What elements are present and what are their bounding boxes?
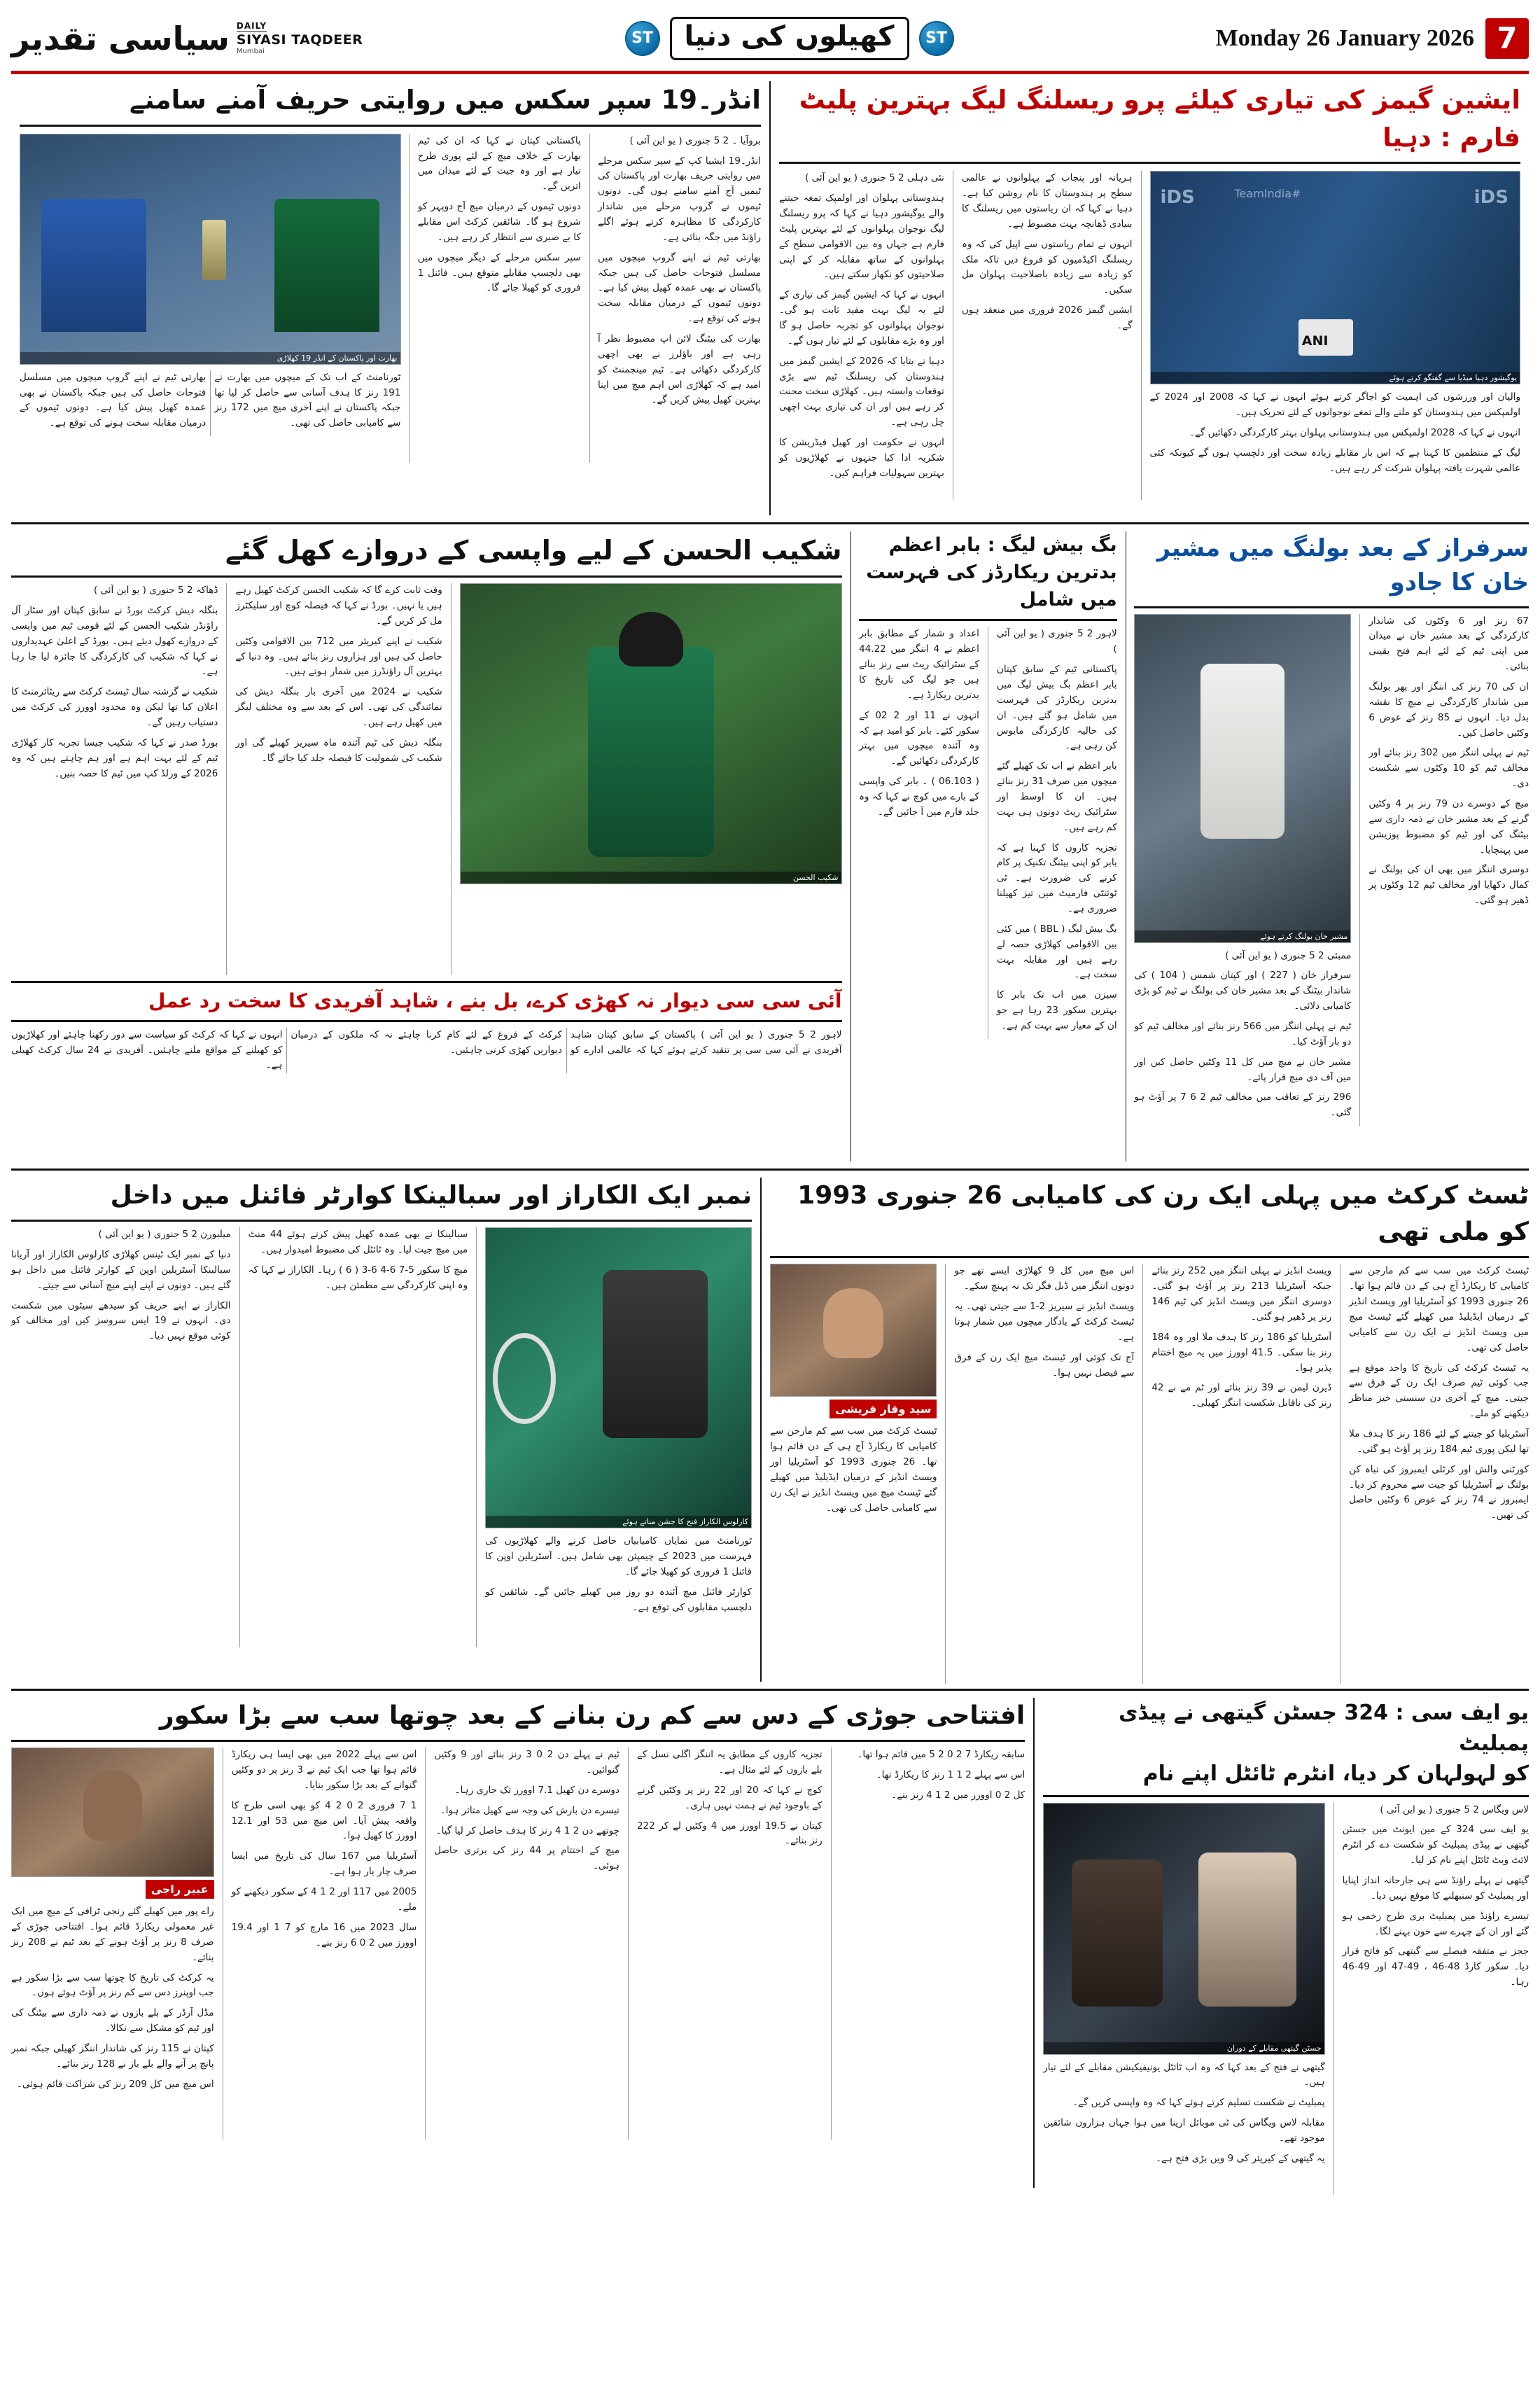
under19-body-p: انڈر۔19 ایشیا کپ کے سپر سکس مرحلے میں روایتی حریف بھارت اور پاکستان کی ٹیمیں آج آمنے سامنے ہوں گی۔ دونوں ٹیموں نے گروپ مرحلے میں شاندار کارکردگی کا مظاہرہ کرتے ہوئے اگلے راؤنڈ میں جگہ بنائی ہے۔	[598, 155, 761, 243]
ufc-body-p: گیتھی نے فتح کے بعد کہا کہ وہ اب ٹائٹل یونیفیکیشن مقابلے کے لئے تیار ہیں۔	[1043, 2061, 1325, 2088]
openingpair-body-p: اس سے پہلے 2 1 1 رنز کا ریکارڈ تھا۔	[876, 1769, 1026, 1781]
byline-abeer: عبیر راجی	[146, 1880, 214, 1899]
ufc-column-1	[1343, 1803, 1529, 2195]
openingpair-body-p: دوسرے دن کھیل 7.1 اوورز تک جاری رہا۔	[454, 1784, 620, 1796]
logo-english-stack	[237, 21, 363, 55]
onerun-body-p: ٹیسٹ کرکٹ میں سب سے کم مارجن سے کامیابی کا ریکارڈ آج ہی کے دن قائم ہوا تھا۔ 26 جنوری 1993 کو آسٹریلیا اور ویسٹ انڈیز کے درمیان ایڈیلیڈ میں کھیلے گئے ٹیسٹ میچ میں ویسٹ انڈیز نے ایک رن سے کامیابی حاصل کی تھی۔	[770, 1425, 937, 1514]
page-number-badge: 7	[1485, 18, 1529, 59]
ufc-body-p: مقابلہ لاس ویگاس کی ٹی موبائل ارینا میں ہوا جہاں ہزاروں شائقین موجود تھے۔	[1043, 2117, 1325, 2144]
article-ufc	[1043, 1698, 1529, 2188]
onerun-column-3	[954, 1264, 1134, 1684]
mushir-photo-caption: مشیر خان بولنگ کرتے ہوئے	[1135, 930, 1350, 942]
tennis-photo	[485, 1227, 752, 1528]
masthead-logo	[11, 21, 363, 55]
shakib-column-2	[235, 583, 442, 975]
openingpair-column-2	[232, 1747, 417, 2140]
shakib-body-p: بنگلہ دیش کرکٹ بورڈ نے سابق کپتان اور سٹار آل راؤنڈر شکیب الحسن کے لئے قومی ٹیم میں واپسی کے دروازے کھول دیئے ہیں۔ بورڈ کے اعلیٰ عہدیداروں نے کہا کہ شکیب کی کارکردگی کا جائزہ لیا جا رہا ہے۔	[11, 604, 218, 678]
under19-body-p: دونوں ٹیموں کے درمیان میچ آج دوپہر کو شروع ہو گا۔ شائقین کرکٹ اس مقابلے کا بے صبری سے انتظار کر رہے ہیں۔	[417, 201, 581, 243]
article-under19-headline: انڈر۔19 سپر سکس میں روایتی حریف آمنے سامنے	[129, 85, 761, 115]
babar-body-p: اعداد و شمار کے مطابق بابر اعظم نے 4 اننگز میں 44.22 کے سٹرائیک ریٹ سے رنز بنائے ہیں جو لیگ کی تاریخ کا بدترین ریکارڈ ہے۔	[859, 628, 979, 701]
under19-photo-caption: بھارت اور پاکستان کے انڈر 19 کھلاڑی	[20, 352, 400, 364]
onerun-body-p: آسٹریلیا کو جیتنے کے لئے 186 رنز کا ہدف ملا تھا لیکن پوری ٹیم 184 رنز پر آؤٹ ہو گئی۔	[1349, 1428, 1529, 1455]
ufc-photo-caption: جسٹن گیتھی مقابلے کے دوران	[1044, 2042, 1324, 2054]
article-mushir	[1134, 531, 1529, 1161]
babar-body-p: بگ بیش لیگ ( BBL ) میں کئی بین الاقوامی کھلاڑی حصہ لے رہے ہیں اور مقابلہ بہت سخت ہے۔	[996, 923, 1117, 981]
article-tennis	[11, 1178, 752, 1682]
ufc-headline-line2: کو لہولہان کر دیا، انٹرم ٹائٹل اپنے نام	[1142, 1761, 1529, 1786]
openingpair-body-p: تجزیہ کاروں کے مطابق یہ اننگز اگلی نسل کے بلے بازوں کے لئے مثال ہے۔	[636, 1749, 822, 1776]
article-afridi-headline: آئی سی سی دیوار نہ کھڑی کرے، بل بنے ، شاہد آفریدی کا سخت رد عمل	[148, 989, 842, 1013]
section-two	[11, 531, 1529, 1161]
article-tennis-headline	[11, 1178, 752, 1214]
onerun-column-1	[1349, 1264, 1529, 1684]
section-title-urdu: کھیلوں کی دنیا	[670, 17, 909, 60]
logo-city: Mumbai	[236, 48, 265, 55]
mushir-body-p: دوسری اننگز میں بھی ان کی بولنگ نے کمال دکھایا اور مخالف ٹیم 12 وکٹوں پر ڈھیر ہو گئی۔	[1368, 864, 1529, 907]
mushir-body-p: مشیر خان نے میچ میں کل 11 وکٹیں حاصل کیں اور مین آف دی میچ قرار پائے۔	[1134, 1056, 1352, 1083]
dahiya-body-p: ایشین گیمز 2026 فروری میں منعقد ہوں گے۔	[961, 305, 1133, 332]
divider-after-section2	[11, 1168, 1529, 1171]
openingpair-body-p: اس سے پہلے 2022 میں بھی ایسا ہی ریکارڈ قائم ہوا تھا جب ایک ٹیم نے 3 رنز پر دو وکٹیں گنوانے کے بعد بڑا سکور بنایا۔	[231, 1749, 417, 1791]
tennis-body-p: کوارٹر فائنل میچ آئندہ دو روز میں کھیلے جائیں گے۔ شائقین کو دلچسپ مقابلوں کی توقع ہے۔	[485, 1586, 752, 1613]
under19-body-p: سپر سکس مرحلے کے دیگر میچوں میں بھی دلچسپ مقابلے متوقع ہیں۔ فائنل 1 فروری کو کھیلا جائے گا۔	[417, 251, 581, 294]
tennis-body-p: الکاراز نے اپنے حریف کو سیدھے سیٹوں میں شکست دی۔ انہوں نے 19 ایس سروسز کیں اور مخالف کو کوئی موقع نہیں دیا۔	[11, 1299, 231, 1342]
shakib-body-p: بورڈ صدر نے کہا کہ شکیب جیسا تجربہ کار کھلاڑی ٹیم کے لئے بہت اہم ہے اور ہم چاہتے ہیں کہ وہ 2026 کے ورلڈ کپ میں ٹیم کا حصہ بنیں۔	[11, 737, 218, 779]
article-babar-headline: بگ بیش لیگ : بابر اعظم بدترین ریکارڈز کی فہرست میں شامل	[866, 534, 1117, 611]
ufc-body-p: یو ایف سی 324 کے مین ایونٹ میں جسٹن گیتھی نے پیڈی پمبلیٹ کو شکست دے کر انٹرم لائٹ ویٹ ٹائٹل اپنے نام کر لیا۔	[1342, 1824, 1529, 1867]
issue-date: Monday 26 January 2026	[1215, 25, 1474, 51]
dahiya-body-p: نئی دہلی 2 5 جنوری ( یو این آئی )	[805, 172, 944, 184]
dahiya-body-p: لیگ کے منتظمین کا کہنا ہے کہ اس بار مقابلے زیادہ سخت اور دلچسپ ہوں گے کیونکہ کئی عالمی شہرت یافتہ پہلوان شرکت کر رہے ہیں۔	[1149, 447, 1520, 474]
onerun-body-p: آج تک کوئی اور ٹیسٹ میچ ایک رن کے فرق سے فیصل نہیں ہوا۔	[954, 1351, 1135, 1379]
openingpair-body-p: یہ کرکٹ کی تاریخ کا چوتھا سب سے بڑا سکور ہے جب اوپنرز دس سے کم رنز پر آؤٹ ہوئے ہوں۔	[10, 1972, 214, 1999]
ufc-body-p: گیتھی نے پہلے راؤنڈ سے ہی جارحانہ انداز اپنایا اور پمبلیٹ کو سنبھلنے کا موقع نہیں دیا۔	[1342, 1874, 1529, 1902]
dahiya-column-3	[962, 171, 1133, 500]
dahiya-body-p: انہوں نے حکومت اور کھیل فیڈریشن کا شکریہ ادا کیا جنہوں نے کھلاڑیوں کو بہترین سہولیات فراہم کیں۔	[779, 437, 944, 479]
mushir-column-1	[1368, 614, 1529, 1126]
onerun-body-p: کورٹنی والش اور کرٹلی ایمبروز کی تباہ کن بولنگ نے آسٹریلیا کو جیت سے محروم کر دیا۔ ایمبروز نے 74 رنز کے عوض 6 وکٹیں حاصل کی تھیں۔	[1349, 1463, 1529, 1521]
masthead-date-block	[1216, 18, 1529, 59]
openingpair-column-3	[434, 1747, 620, 2140]
onerun-body-p: ویسٹ انڈیز نے پہلی اننگز میں 252 رنز بنائے جبکہ آسٹریلیا 213 رنز پر آؤٹ ہو گئی۔ دوسری اننگز میں ویسٹ انڈیز کی ٹیم 146 رنز پر ڈھیر ہو گئی۔	[1152, 1265, 1332, 1323]
dahiya-body-p: انہوں نے کہا کہ 2028 اولمپکس میں ہندوستانی پہلوان بہتر کارکردگی دکھائیں گے۔	[1189, 427, 1520, 438]
babar-body-p: لاہور 2 5 جنوری ( یو این آئی )	[996, 628, 1117, 655]
logo-daily-label: DAILY	[236, 21, 267, 31]
logo-urdu-text: سیاسی تقدیر	[11, 19, 230, 57]
section-top	[11, 81, 1529, 515]
divider-after-section1	[11, 522, 1529, 524]
under19-body-p: ٹورنامنٹ کے اب تک کے میچوں میں بھارت نے 191 رنز کا ہدف آسانی سے حاصل کر لیا تھا جبکہ پاکستان نے اپنے آخری میچ میں 172 رنز سے کامیابی حاصل کی تھی۔	[214, 371, 401, 429]
mushir-body-p: ٹیم نے پہلی اننگز میں 302 رنز بنائے اور مخالف ٹیم کو 10 وکٹوں سے شکست دی۔	[1368, 747, 1529, 790]
tennis-photo-caption: کارلوس الکاراز فتح کا جشن مناتے ہوئے	[486, 1516, 751, 1528]
openingpair-body-p: کوچ نے کہا کہ 20 اور 22 رنز پر وکٹیں گرنے کے باوجود ٹیم نے ہمت نہیں ہاری۔	[636, 1784, 822, 1811]
tennis-body-p: دنیا کے نمبر ایک ٹینس کھلاڑی کارلوس الکاراز اور آریانا سبالینکا آسٹریلین اوپن کے کوارٹر فائنل میں داخل ہو گئے ہیں۔ دونوں نے اپنے اپنے میچ آسانی سے جیتے۔	[11, 1249, 231, 1291]
shakib-body-p: ڈھاکہ 2 5 جنوری ( یو این آئی )	[93, 585, 218, 596]
mushir-body-p: 67 رنز اور 6 وکٹوں کی شاندار کارکردگی کے بعد مشیر خان نے میدان میں اپنی ٹیم کے لئے اہم فتح یقینی بنائی۔	[1368, 615, 1530, 673]
mushir-body-p: 296 رنز کے تعاقب میں مخالف ٹیم 2 6 7 پر آؤٹ ہو گئی۔	[1134, 1091, 1352, 1119]
article-onerun	[770, 1178, 1529, 1682]
openingpair-body-p: ٹیم نے پہلے دن 2 0 3 رنز بنائے اور 9 وکٹیں گنوائیں۔	[434, 1749, 620, 1776]
under19-body-p: بھارتی ٹیم نے اپنے گروپ میچوں میں مسلسل فتوحات حاصل کی ہیں جبکہ پاکستان نے بھی عمدہ کھیل پیش کیا ہے۔ دونوں ٹیموں کے درمیان مقابلہ سخت ہونے کی توقع ہے۔	[598, 251, 761, 325]
babar-body-p: بابر اعظم نے اب تک کھیلے گئے میچوں میں صرف 31 رنز بنائے ہیں۔ ان کا اوسط اور سٹرائیک ریٹ دونوں ہی بہت کم رہے ہیں۔	[996, 760, 1117, 833]
tennis-body-p: میچ کا سکور 5-7 6-4 6-3 ( 6 ) رہا۔ الکاراز نے کہا کہ وہ اپنی کارکردگی سے مطمئن ہیں۔	[248, 1264, 468, 1291]
babar-body-p: پاکستانی ٹیم کے سابق کپتان بابر اعظم بگ بیش لیگ میں بدترین ریکارڈز کی فہرست میں شامل ہو گئے ہیں۔ ان کی حالیہ کارکردگی مایوس کن رہی ہے۔	[996, 664, 1117, 752]
mushir-body-p: ممبئی 2 5 جنوری ( یو این آئی )	[1225, 949, 1352, 961]
article-openingpair	[11, 1698, 1025, 2188]
openingpair-body-p: کل 2 0 اوورز میں 2 1 4 رنز بنے۔	[891, 1789, 1026, 1801]
mushir-body-p: سرفراز خان ( 227 ) اور کپتان شمس ( 104 ) کی شاندار بیٹنگ کے بعد مشیر خان کی بولنگ نے ٹیم کو بڑی کامیابی دلائی۔	[1134, 970, 1352, 1012]
under19-body-p: پاکستانی کپتان نے کہا کہ ان کی ٹیم بھارت کے خلاف میچ کے لئے پوری طرح تیار ہے اور وہ جیت کے لئے میدان میں اتریں گے۔	[417, 134, 581, 193]
dahiya-body-p: ہندوستانی پہلوان اور اولمپک تمغہ جیتنے والے یوگیشور دہیا نے کہا کہ پرو ریسلنگ لیگ نوجوان پہلوانوں کے لئے بہترین پلیٹ فارم ہے جہاں وہ بین الاقوامی سطح کے پہلوانوں کے ساتھ مقابلہ کر کے اپنی صلاحیتوں کو نکھار سکتے ہیں۔	[779, 193, 944, 281]
tennis-body-p: سبالینکا نے بھی عمدہ کھیل پیش کرتے ہوئے 44 منٹ میں میچ جیت لیا۔ وہ ٹائٹل کی مضبوط امیدوار ہیں۔	[248, 1229, 468, 1256]
under19-column-1	[598, 134, 761, 463]
dahiya-photo-caption: یوگیشور دہیا میڈیا سے گفتگو کرتے ہوئے	[1151, 372, 1520, 384]
ufc-body-p: لاس ویگاس 2 5 جنوری ( یو این آئی )	[1380, 1803, 1529, 1815]
ufc-body-p: ججز نے متفقہ فیصلے سے گیتھی کو فاتح قرار دیا۔ سکور کارڈ 48-46 ، 49-47 اور 49-46 رہا۔	[1342, 1946, 1529, 1988]
article-mushir-headline: سرفراز کے بعد بولنگ میں مشیر خان کا جادو	[1156, 534, 1529, 597]
dahiya-column-1	[779, 171, 944, 500]
babar-column-1	[997, 627, 1117, 1038]
mushir-photo	[1134, 614, 1351, 943]
onerun-body-p: اس میچ میں کل 9 کھلاڑی ایسے تھے جو دونوں اننگز میں ڈبل فگر تک نہ پہنچ سکے۔	[954, 1265, 1135, 1292]
openingpair-body-p: کپتان نے 115 رنز کی شاندار اننگز کھیلی جبکہ نمبر پانچ پر آنے والے بلے باز نے 128 رنز بنائے۔	[10, 2043, 214, 2070]
coin-emblem-left-icon: ST	[625, 21, 660, 56]
article-shakib	[11, 531, 842, 1161]
babar-body-p: ( 06.103 ) ۔ بابر کی واپسی کے بارے میں کوچ نے کہا کہ وہ جلد فارم میں آ جائیں گے۔	[859, 776, 979, 818]
writer-photo-waqar	[770, 1264, 937, 1397]
tennis-column-1	[11, 1227, 231, 1647]
onerun-body-p: آسٹریلیا کو 186 رنز کا ہدف ملا اور وہ 184 رنز بنا سکی۔ 41.5 اوورز میں یہ میچ اختتام پذیر ہوا۔	[1152, 1331, 1332, 1374]
masthead-section-title	[625, 17, 954, 60]
onerun-body-p: ویسٹ انڈیز نے سیریز 2-1 سے جیتی تھی۔ یہ ٹیسٹ کرکٹ کے یادگار میچوں میں شمار ہوتا ہے۔	[954, 1301, 1135, 1343]
shakib-photo	[460, 583, 842, 884]
onerun-body-p: یہ ٹیسٹ کرکٹ کی تاریخ کا واحد موقع ہے جب کوئی ٹیم صرف ایک رن کے فرق سے جیتی۔ میچ کے آخری دن سنسنی خیز مناظر دیکھنے کو ملے۔	[1349, 1362, 1529, 1420]
openingpair-body-p: سال 2023 میں 16 مارچ کو 7 1 اور 19.4 اوورز میں 2 0 6 رنز بنے۔	[231, 1921, 417, 1948]
ufc-body-p: تیسرے راؤنڈ میں پمبلیٹ بری طرح زخمی ہو گئے اور ان کے چہرے سے خون بہنے لگا۔	[1342, 1910, 1529, 1937]
onerun-body-p: ٹیسٹ کرکٹ میں سب سے کم مارجن سے کامیابی کا ریکارڈ آج ہی کے دن قائم ہوا تھا۔ 26 جنوری 1993 کو آسٹریلیا اور ویسٹ انڈیز کے درمیان ایڈیلیڈ میں کھیلے گئے ٹیسٹ میچ میں ویسٹ انڈیز نے ایک رن سے کامیابی حاصل کی تھی۔	[1349, 1265, 1529, 1353]
mushir-body-p: ٹیم نے پہلی اننگز میں 566 رنز بنائے اور مخالف ٹیم کو دو بار آؤٹ کیا۔	[1134, 1021, 1352, 1047]
babar-body-p: تجزیہ کاروں کا کہنا ہے کہ بابر کو اپنی بیٹنگ تکنیک پر کام کرنے کی ضرورت ہے۔ ٹی ٹوئنٹی فارمیٹ میں تیز کھیلنا ضروری ہے۔	[996, 842, 1117, 915]
openingpair-body-p: آسٹریلیا میں 167 سال کی تاریخ میں ایسا صرف چار بار ہوا ہے۔	[231, 1850, 417, 1878]
section-four	[11, 1698, 1529, 2188]
dahiya-body-p: والیان اور ورزشوں کی اہمیت کو اجاگر کرتے ہوئے انہوں نے کہا کہ 2008 اور 2024 کے اولمپکس میں ہندوستان کو ملنے والے تمغے نوجوانوں کے لئے تحریک ہیں۔	[1149, 391, 1520, 419]
babar-body-p: انہوں نے 11 اور 2 02 کے سکور کئے۔ بابر کو امید ہے کہ وہ آئندہ میچوں میں بہتر کارکردگی دکھائیں گے۔	[859, 709, 979, 767]
onerun-byline-column	[770, 1264, 937, 1684]
openingpair-headline-text: افتتاحی جوڑی کے دس سے کم رن بنانے کے بعد چوتھا سب سے بڑا سکور	[159, 1701, 1026, 1730]
openingpair-body-p: 2005 میں 117 اور 2 1 4 کے سکور دیکھنے کو ملے۔	[231, 1886, 417, 1913]
openingpair-body-p: 1 7 فروری 2 0 2 4 کو بھی اسی طرح کا واقعہ پیش آیا۔ اس میچ میں 53 اور 12.1 اوورز کا کھیل ہوا۔	[231, 1799, 417, 1842]
openingpair-byline-column	[11, 1747, 214, 2140]
openingpair-body-p: تیسرے دن بارش کی وجہ سے کھیل متاثر ہوا۔	[440, 1804, 620, 1816]
divider-after-section3	[11, 1689, 1529, 1691]
dahiya-body-p: انہوں نے کہا کہ ایشین گیمز کی تیاری کے لئے یہ لیگ بہت مفید ثابت ہو گی۔ نوجوان پہلوانوں کو تجربہ حاصل ہو گا اور وہ بڑے مقابلوں کے لئے تیار ہوں گے۔	[779, 289, 944, 347]
openingpair-column-5	[840, 1747, 1026, 2140]
article-openingpair-headline	[11, 1698, 1025, 1734]
ufc-body-p: یہ گیتھی کے کیریئر کی 9 ویں بڑی فتح ہے۔	[1156, 2152, 1325, 2164]
tennis-body-p: ٹورنامنٹ میں نمایاں کامیابیاں حاصل کرنے والے کھلاڑیوں کی فہرست میں 2023 کے چیمپئن بھی شامل ہیں۔ آسٹریلین اوپن کا فائنل 1 فروری کو کھیلا جائے گا۔	[485, 1535, 752, 1577]
onerun-column-2	[1152, 1264, 1331, 1684]
tennis-column-2	[248, 1227, 468, 1647]
ufc-headline-line1: یو ایف سی : 324 جسٹن گیتھی نے پیڈی پمبلیٹ	[1118, 1701, 1529, 1756]
dahiya-photo: iDS #TeamIndia iDS ANI یوگیشور دہیا میڈیا سے گفتگو کرتے ہوئے	[1150, 171, 1521, 384]
ufc-photo	[1043, 1803, 1324, 2055]
under19-body-p: بھارت کی بیٹنگ لائن اپ مضبوط نظر آ رہی ہے اور باؤلرز نے بھی اچھی کارکردگی دکھائی ہے۔ ٹیم مینجمنٹ کو امید ہے کہ کھلاڑی اس اہم میچ میں اپنا بہترین کھیل پیش کریں گے۔	[598, 333, 761, 406]
shakib-body-p: شکیب نے گزشتہ سال ٹیسٹ کرکٹ سے ریٹائرمنٹ کا اعلان کیا تھا لیکن وہ محدود اوورز کی کرکٹ میں دستیاب رہیں گے۔	[11, 686, 218, 728]
article-dahiya-headline: ایشین گیمز کی تیاری کیلئے پرو ریسلنگ لیگ بہترین پلیٹ فارم : دہیا	[799, 85, 1520, 153]
shakib-body-p: بنگلہ دیش کی ٹیم آئندہ ماہ سیریز کھیلے گی اور شکیب کی شمولیت کا فیصلہ جلد کیا جائے گا۔	[235, 737, 442, 764]
afridi-body-p: انہوں نے کہا کہ کرکٹ کو سیاست سے دور رکھنا چاہئے اور کھلاڑیوں کو کھیلنے کے مواقع ملنے چاہئیں۔ آفریدی نے 24 سال کرکٹ کھیلی ہے۔	[11, 1028, 283, 1071]
openingpair-column-4	[637, 1747, 822, 2140]
logo-paper-name: SIYASI TAQDEER	[236, 32, 363, 48]
masthead	[11, 10, 1529, 74]
coin-emblem-right-icon: ST	[919, 21, 954, 56]
dahiya-body-p: دہیا نے بتایا کہ 2026 کے ایشین گیمز میں ہندوستان کی ریسلنگ ٹیم سے بڑی توقعات وابستہ ہیں۔ کھلاڑی سخت محنت کر رہے ہیں اور ان کی تیاری بہت اچھی چل رہی ہے۔	[779, 355, 944, 428]
babar-column-2	[859, 627, 979, 1038]
openingpair-body-p: راے پور میں کھیلے گئے رنجی ٹرافی کے میچ میں ایک غیر معمولی ریکارڈ قائم ہوا۔ افتتاحی جوڑی کے صرف 8 رنز پر آؤٹ ہونے کے بعد ٹیم نے 208 رنز بنائے۔	[10, 1906, 214, 1963]
tennis-headline-text: نمبر ایک الکاراز اور سبالینکا کوارٹر فائنل میں داخل	[110, 1181, 752, 1210]
section-three	[11, 1178, 1529, 1682]
openingpair-body-p: سابقہ ریکارڈ 7 2 0 2 5 میں قائم ہوا تھا۔	[857, 1749, 1026, 1761]
onerun-headline-text: ٹسٹ کرکٹ میں پہلی ایک رن کی کامیابی 26 جنوری 1993 کو ملی تھی	[797, 1181, 1529, 1247]
article-babar	[859, 531, 1117, 1161]
mushir-body-p: میچ کے دوسرے دن 79 رنز پر 4 وکٹیں گرنے کے بعد مشیر خان نے ذمہ داری سے بیٹنگ کی اور ٹیم کو مضبوط پوزیشن میں پہنچایا۔	[1368, 798, 1530, 856]
shakib-column-1	[11, 583, 218, 975]
shakib-body-p: شکیب نے اپنے کیریئر میں 712 بین الاقوامی وکٹیں حاصل کی ہیں اور ہزاروں رنز بنائے ہیں۔ وہ دنیا کے بہترین آل راؤنڈرز میں شمار ہوتے ہیں۔	[235, 635, 442, 678]
dahiya-body-p: انہوں نے تمام ریاستوں سے اپیل کی کہ وہ ریسلنگ اکیڈمیوں کو فروغ دیں تاکہ ملک کو زیادہ سے زیادہ باصلاحیت پہلوان مل سکیں۔	[961, 238, 1133, 296]
onerun-body-p: ڈیرن لیمن نے 39 رنز بنائے اور ٹم مے نے 42 رنز کی ناقابل شکست اننگز کھیلی۔	[1152, 1382, 1332, 1409]
article-ufc-headline	[1043, 1698, 1529, 1789]
mushir-body-p: ان کی 70 رنز کی اننگز اور پھر بولنگ میں شاندار کارکردگی نے میچ کا نقشہ بدل دیا۔ انہوں نے 85 رنز کے عوض 6 وکٹیں حاصل کیں۔	[1368, 681, 1530, 739]
section1-divider	[769, 81, 771, 515]
dahiya-body-p: ہریانہ اور پنجاب کے پہلوانوں نے عالمی سطح پر ہندوستان کا نام روشن کیا ہے۔ دہیا نے کہا کہ ان ریاستوں میں ریسلنگ کا بنیادی ڈھانچہ بہت مضبوط ہے۔	[961, 172, 1133, 230]
openingpair-body-p: مڈل آرڈر کے بلے بازوں نے ذمہ داری سے بیٹنگ کی اور ٹیم کو مشکل سے نکالا۔	[10, 2007, 214, 2035]
shakib-photo-caption: شکیب الحسن	[461, 872, 841, 884]
byline-waqar: سید وقار قریشی	[830, 1400, 937, 1418]
shakib-body-p: وقت ثابت کرے گا کہ شکیب الحسن کرکٹ کھیل رہے ہیں یا نہیں۔ بورڈ نے کہا کہ فیصلہ کوچ اور سلیکٹرز مل کر کریں گے۔	[235, 585, 442, 627]
under19-body-p: بھارتی ٹیم نے اپنے گروپ میچوں میں مسلسل فتوحات حاصل کی ہیں جبکہ پاکستان نے بھی عمدہ کھیل پیش کیا ہے۔ دونوں ٹیموں کے درمیان مقابلہ سخت ہونے کی توقع ہے۔	[20, 371, 206, 429]
openingpair-body-p: چوتھے دن 2 1 4 رنز کا ہدف حاصل کر لیا گیا۔	[435, 1825, 620, 1836]
under19-photo	[20, 134, 401, 365]
openingpair-body-p: کپتان نے 19.5 اوورز میں 4 وکٹیں لے کر 222 رنز بنائے۔	[636, 1820, 822, 1847]
openingpair-body-p: میچ کے اختتام پر 44 رنز کی برتری حاصل ہوئی۔	[434, 1845, 620, 1872]
article-shakib-headline: شکیب الحسن کے لیے واپسی کے دروازے کھل گئے	[225, 535, 842, 566]
article-afridi	[11, 981, 842, 1022]
under19-column-2	[418, 134, 581, 463]
article-under19	[11, 81, 769, 515]
writer-photo-abeer	[11, 1747, 214, 1877]
article-onerun-headline	[770, 1178, 1529, 1250]
article-dahiya	[771, 81, 1529, 515]
babar-body-p: سیزن میں اب تک بابر کا بہترین سکور 23 رہا ہے جو ان کے معیار سے بہت کم ہے۔	[996, 989, 1117, 1032]
tennis-body-p: میلبورن 2 5 جنوری ( یو این آئی )	[98, 1229, 231, 1241]
openingpair-body-p: اس میچ میں کل 209 رنز کی شراکت قائم ہوئی۔	[17, 2078, 214, 2090]
afridi-body-p: لاہور 2 5 جنوری ( یو این آئی ) پاکستان کے سابق کپتان شاہد آفریدی نے آئی سی سی پر تنقید کرتے ہوئے کہا کہ عالمی ادارے کو کرکٹ کے فروغ کے لئے کام کرنا چاہئے نہ کہ ملکوں کے درمیان دیواریں کھڑی کرنی چاہئیں۔	[290, 1028, 842, 1056]
ufc-body-p: پمبلیٹ نے شکست تسلیم کرتے ہوئے کہا کہ وہ واپسی کریں گے۔	[1072, 2097, 1325, 2109]
shakib-body-p: شکیب نے 2024 میں آخری بار بنگلہ دیش کی نمائندگی کی تھی۔ اس کے بعد سے وہ مختلف لیگز میں کھیل رہے ہیں۔	[235, 686, 442, 728]
under19-body-p: بروآیا ۔ 2 5 جنوری ( یو این آئی )	[629, 134, 761, 146]
